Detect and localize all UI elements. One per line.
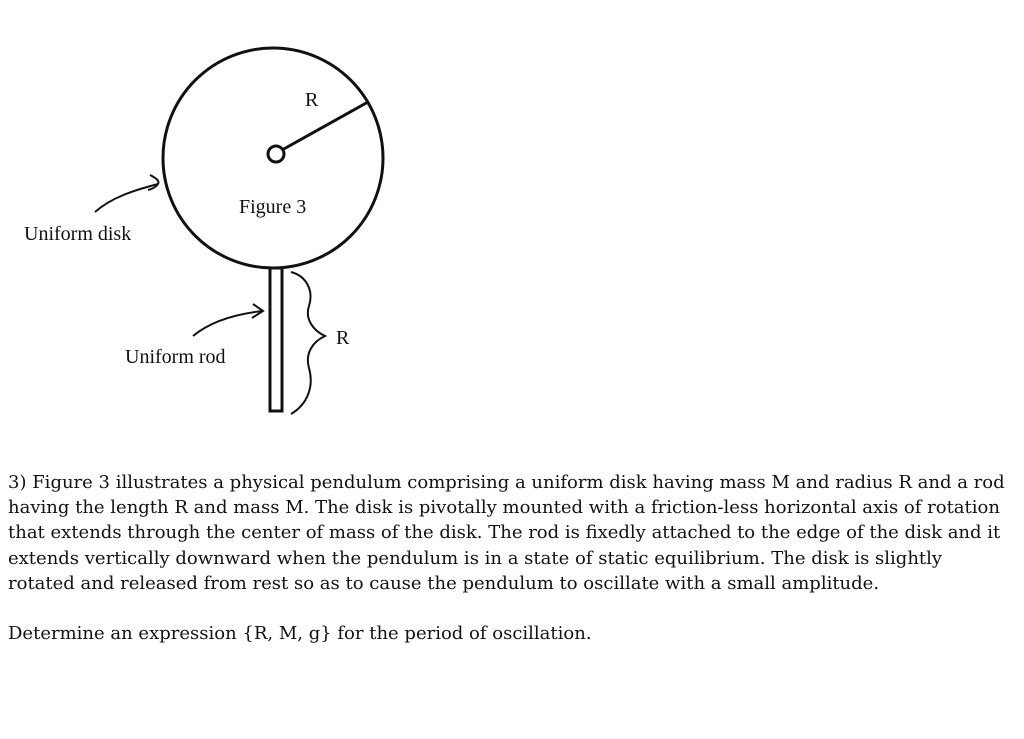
radius-line: [282, 102, 368, 150]
pivot-axis: [268, 146, 284, 162]
rod-length-label: R: [336, 327, 350, 349]
rod-label: Uniform rod: [125, 346, 226, 368]
problem-question: Determine an expression {R, M, g} for the period of oscillation.: [8, 623, 592, 645]
problem-statement: 3) Figure 3 illustrates a physical pendulum comprising a uniform disk having mass M and radius R and a rod having the length R and mass M. The disk is pivotally mounted with a friction-less horizontal axis of rotation that extends through the center of mass of the disk. The rod is fixedly attached to the edge of the disk and it extends vertically downward when the pendulum is in a state of static equilibrium. The disk is slightly rotated and released from rest so as to cause the pendulum to oscillate with a small amplitude.: [8, 472, 1005, 594]
uniform-rod: [270, 268, 282, 411]
figure-caption: Figure 3: [239, 196, 307, 218]
disk-label: Uniform disk: [24, 223, 132, 245]
problem-text: [8, 470, 1008, 646]
disk-radius-label: R: [305, 89, 319, 111]
rod-pointer-arrow: [193, 311, 263, 336]
rod-length-brace: [291, 272, 325, 414]
disk-pointer-arrow: [95, 184, 158, 212]
disk-pointer-arrowhead: [148, 175, 159, 190]
